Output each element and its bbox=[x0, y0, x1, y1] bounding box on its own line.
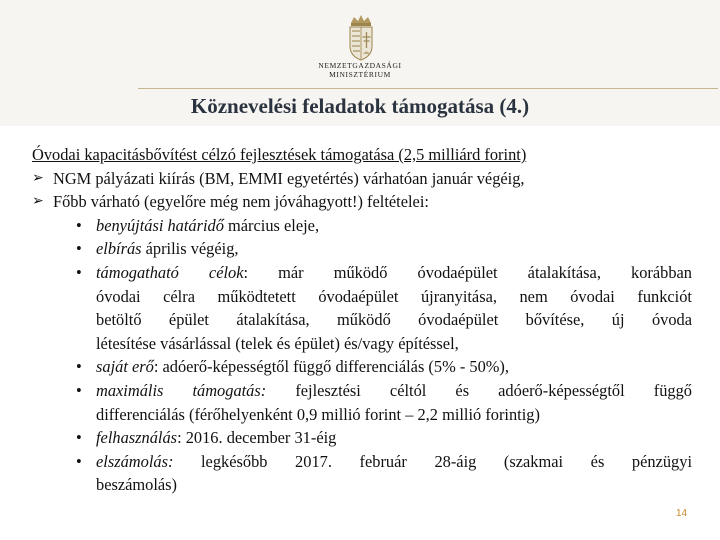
bullet-icon: • bbox=[76, 239, 82, 259]
bullet-line bbox=[96, 450, 692, 474]
bullet-term: elszámolás: bbox=[96, 451, 174, 471]
bullet-item-deadline bbox=[32, 214, 692, 238]
slide-content bbox=[32, 143, 692, 497]
bullet-item-own-contribution bbox=[32, 355, 692, 379]
bullet-term: elbírás bbox=[96, 239, 142, 259]
ministry-name-line2: MINISZTÉRIUM bbox=[329, 70, 391, 79]
arrow-bullet-icon: ➢ bbox=[32, 169, 44, 186]
bullet-item-evaluation bbox=[32, 237, 692, 261]
section-subtitle: Óvodai kapacitásbővítést célzó fejlesztések támogatása (2,5 milliárd forint) bbox=[32, 145, 527, 164]
bullet-icon: • bbox=[76, 451, 82, 471]
bullet-text: : már működő óvodaépület átalakítása, korábban bbox=[243, 262, 692, 282]
arrow-list-item bbox=[32, 190, 692, 214]
arrow-bullet-icon: ➢ bbox=[32, 193, 44, 210]
slide-title: Köznevelési feladatok támogatása (4.) bbox=[190, 94, 530, 118]
arrow-item-text: NGM pályázati kiírás (BM, EMMI egyetértés) várhatóan január végéig, bbox=[53, 168, 525, 188]
bullet-item-max-support bbox=[32, 379, 692, 426]
bullet-line bbox=[96, 379, 692, 403]
arrow-item-text: Főbb várható (egyelőre még nem jóváhagyott!) feltételei: bbox=[53, 192, 429, 212]
header-divider bbox=[138, 88, 718, 89]
page-number: 14 bbox=[676, 508, 688, 519]
bullet-line: betöltő épület átalakítása, működő óvodaépület bővítése, új óvoda bbox=[96, 310, 692, 330]
bullet-icon: • bbox=[76, 357, 82, 377]
bullet-term: benyújtási határidő bbox=[96, 215, 224, 235]
bullet-item-settlement bbox=[32, 450, 692, 497]
bullet-term: maximális támogatás: bbox=[96, 380, 267, 400]
bullet-text: március eleje, bbox=[223, 215, 320, 235]
bullet-line: beszámolás) bbox=[96, 475, 178, 495]
bullet-line: óvodai célra működtetett óvodaépület újranyitása, nem óvodai funkciót bbox=[96, 286, 692, 306]
bullet-item-eligible-goals bbox=[32, 261, 692, 355]
bullet-line: létesítése vásárlással (telek és épület) és/vagy építéssel, bbox=[96, 333, 459, 353]
bullet-icon: • bbox=[76, 380, 82, 400]
bullet-line bbox=[96, 261, 692, 285]
bullet-icon: • bbox=[76, 262, 82, 282]
arrow-list-item bbox=[32, 167, 692, 191]
bullet-item-usage bbox=[32, 426, 692, 450]
bullet-term: saját erő bbox=[96, 357, 154, 377]
bullet-text: fejlesztési céltól és adóerő-képességtől függő bbox=[266, 380, 692, 400]
bullet-text: : 2016. december 31-éig bbox=[177, 428, 337, 448]
bullet-icon: • bbox=[76, 428, 82, 448]
bullet-line: differenciálás (férőhelyenként 0,9 millió forint – 2,2 millió forintig) bbox=[96, 404, 540, 424]
bullet-text: : adóerő-képességtől függő differenciálás (5% - 50%), bbox=[153, 357, 509, 377]
bullet-term: támogatható célok bbox=[96, 262, 244, 282]
bullet-icon: • bbox=[76, 215, 82, 235]
bullet-text: legkésőbb 2017. február 28-áig (szakmai és pénzügyi bbox=[173, 451, 692, 471]
bullet-text: április végéig, bbox=[141, 239, 239, 259]
bullet-term: felhasználás bbox=[96, 428, 178, 448]
ministry-name-line1: NEMZETGAZDASÁGI bbox=[318, 61, 402, 70]
